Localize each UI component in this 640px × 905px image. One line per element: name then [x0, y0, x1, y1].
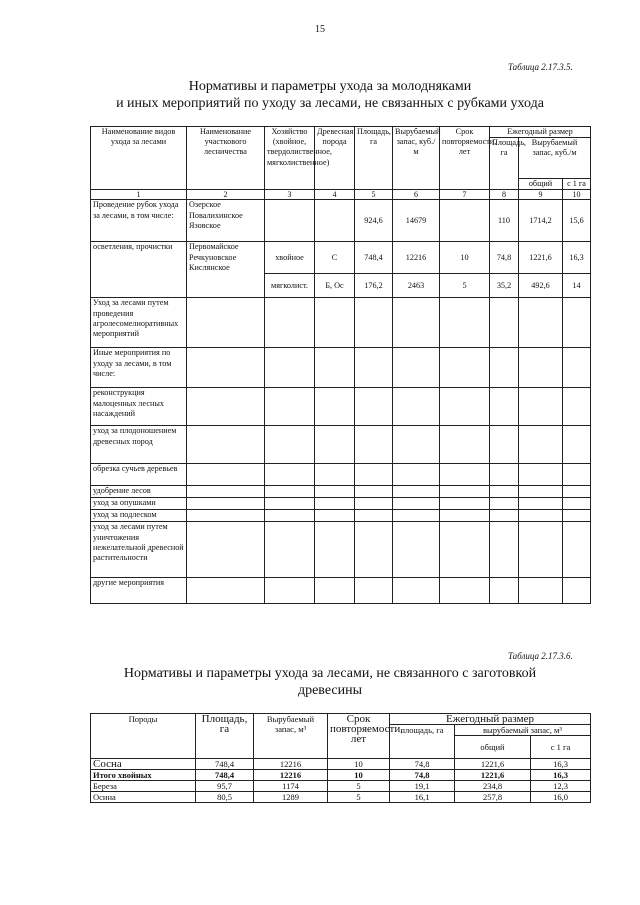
column-numbers-row [91, 190, 591, 200]
row-species [315, 498, 355, 510]
row-farm [265, 298, 315, 348]
column-number: 2 [187, 190, 265, 200]
row-volume: 2463 [393, 274, 440, 298]
header-per-ha: с 1 га [563, 179, 591, 190]
row-volume [393, 510, 440, 522]
row-forestry [187, 486, 265, 498]
row-a_area [490, 498, 519, 510]
row-a_area [490, 298, 519, 348]
row-a_per_ha [563, 348, 591, 388]
row-volume [393, 498, 440, 510]
row-species [315, 426, 355, 464]
row-a_total [519, 498, 563, 510]
t2-a_area: 74,8 [390, 770, 455, 781]
row-species [315, 486, 355, 498]
t2-volume: 1289 [254, 792, 328, 803]
table2-row [91, 792, 591, 803]
table1-row [91, 510, 591, 522]
row-volume [393, 348, 440, 388]
table1-label: Таблица 2.17.3.5. [508, 62, 573, 72]
t2-area: 748,4 [196, 759, 254, 770]
row-area: 924,6 [355, 200, 393, 242]
table1-title-line2: и иных мероприятий по уходу за лесами, не связанных с рубками ухода [116, 96, 544, 111]
row-a_area [490, 510, 519, 522]
table2-label: Таблица 2.17.3.6. [508, 651, 573, 661]
row-farm [265, 510, 315, 522]
row-species [315, 200, 355, 242]
row-forestry [187, 498, 265, 510]
page-number: 15 [315, 24, 325, 35]
t2-period: 10 [328, 770, 390, 781]
table2-title-line1: Нормативы и параметры ухода за лесами, не связанного с заготовкой [123, 666, 537, 681]
table2-row [91, 759, 591, 770]
row-species: Б, Ос [315, 274, 355, 298]
column-number: 5 [355, 190, 393, 200]
row-a_total [519, 578, 563, 604]
t2-header-per-ha: с 1 га [531, 736, 591, 759]
column-number: 10 [563, 190, 591, 200]
row-a_area [490, 486, 519, 498]
row-a_area [490, 426, 519, 464]
row-volume [393, 426, 440, 464]
row-a_per_ha [563, 388, 591, 426]
row-a_per_ha [563, 426, 591, 464]
t2-area: 80,5 [196, 792, 254, 803]
row-a_area [490, 388, 519, 426]
table2 [90, 713, 591, 803]
row-a_per_ha: 15,6 [563, 200, 591, 242]
t2-header-a-volume: вырубаемый запас, м³ [455, 725, 591, 736]
header-col1: Наименование видов ухода за лесами [91, 127, 187, 190]
row-volume: 14679 [393, 200, 440, 242]
row-forestry [187, 426, 265, 464]
row-period [440, 522, 490, 578]
row-volume [393, 578, 440, 604]
t2-header-period: Срок повторяемости, лет [328, 714, 390, 759]
table1-title [60, 78, 600, 112]
row-farm: мягколист. [265, 274, 315, 298]
row-period [440, 388, 490, 426]
row-farm: хвойное [265, 242, 315, 274]
column-number: 4 [315, 190, 355, 200]
row-a_per_ha [563, 578, 591, 604]
header-col3: Хозяйство (хвойное, твердолиственное, мягколиственное) [265, 127, 315, 190]
row-a_total [519, 298, 563, 348]
row-area [355, 486, 393, 498]
row-a_area [490, 522, 519, 578]
row-name: реконструкция малоценных лесных насаждений [91, 388, 187, 426]
header-col7: Срок повторяемости, лет [440, 127, 490, 190]
header-annual-area: Площадь, га [490, 138, 519, 190]
row-a_area [490, 578, 519, 604]
row-name: уход за опушками [91, 498, 187, 510]
column-number: 7 [440, 190, 490, 200]
header-col6: Вырубаемый запас, куб./м [393, 127, 440, 190]
t2-species: Береза [91, 781, 196, 792]
row-area [355, 464, 393, 486]
row-name: Проведение рубок ухода за лесами, в том числе: [91, 200, 187, 242]
row-period: 5 [440, 274, 490, 298]
header-col4: Древесная порода [315, 127, 355, 190]
row-a_per_ha [563, 486, 591, 498]
row-name: уход за плодоношением древесных пород [91, 426, 187, 464]
row-farm [265, 522, 315, 578]
t2-a_total: 257,8 [455, 792, 531, 803]
row-farm [265, 388, 315, 426]
table1 [90, 126, 591, 604]
row-a_area: 74,8 [490, 242, 519, 274]
t2-period: 5 [328, 792, 390, 803]
row-species [315, 522, 355, 578]
header-annual: Ежегодный размер [490, 127, 591, 138]
row-volume [393, 298, 440, 348]
table2-row [91, 781, 591, 792]
row-species [315, 348, 355, 388]
column-number: 3 [265, 190, 315, 200]
header-col5: Площадь, га [355, 127, 393, 190]
t2-a_per_ha: 16,0 [531, 792, 591, 803]
t2-a_per_ha: 12,3 [531, 781, 591, 792]
row-species [315, 510, 355, 522]
header-total: общий [519, 179, 563, 190]
table1-row [91, 522, 591, 578]
row-a_per_ha: 16,3 [563, 242, 591, 274]
row-farm [265, 486, 315, 498]
t2-species: Осина [91, 792, 196, 803]
row-farm [265, 464, 315, 486]
row-area [355, 388, 393, 426]
row-species [315, 298, 355, 348]
row-a_area: 35,2 [490, 274, 519, 298]
row-a_per_ha: 14 [563, 274, 591, 298]
row-area [355, 510, 393, 522]
row-name: Уход за лесами путем проведения агролесомелиоративных мероприятий [91, 298, 187, 348]
row-volume [393, 388, 440, 426]
column-number: 9 [519, 190, 563, 200]
t2-header-volume: Вырубаемый запас, м³ [254, 714, 328, 759]
row-area: 176,2 [355, 274, 393, 298]
row-period [440, 464, 490, 486]
row-area: 748,4 [355, 242, 393, 274]
row-a_area: 110 [490, 200, 519, 242]
row-a_total [519, 388, 563, 426]
row-forestry [187, 578, 265, 604]
row-a_total [519, 522, 563, 578]
row-a_total: 492,6 [519, 274, 563, 298]
row-farm [265, 498, 315, 510]
row-period [440, 426, 490, 464]
row-volume [393, 486, 440, 498]
t2-species: Итого хвойных [91, 770, 196, 781]
t2-a_area: 74,8 [390, 759, 455, 770]
row-period [440, 578, 490, 604]
row-a_total [519, 510, 563, 522]
row-a_total [519, 426, 563, 464]
t2-a_total: 1221,6 [455, 759, 531, 770]
row-volume: 12216 [393, 242, 440, 274]
column-number: 8 [490, 190, 519, 200]
table1-row [91, 242, 591, 274]
row-area [355, 522, 393, 578]
column-number: 1 [91, 190, 187, 200]
row-farm [265, 578, 315, 604]
row-a_area [490, 348, 519, 388]
row-species [315, 388, 355, 426]
row-name: уход за лесами путем уничтожения нежелательной древесной растительности [91, 522, 187, 578]
t2-a_per_ha: 16,3 [531, 770, 591, 781]
row-forestry [187, 298, 265, 348]
row-a_per_ha [563, 522, 591, 578]
t2-a_per_ha: 16,3 [531, 759, 591, 770]
table1-row [91, 578, 591, 604]
row-a_total [519, 464, 563, 486]
row-forestry [187, 464, 265, 486]
table2-title-line2: древесины [297, 683, 363, 698]
t2-a_total: 234,8 [455, 781, 531, 792]
row-species [315, 464, 355, 486]
row-a_total: 1714,2 [519, 200, 563, 242]
header-col2: Наименование участкового лесничества [187, 127, 265, 190]
header-annual-volume: Вырубаемый запас, куб./м [519, 138, 591, 179]
row-a_area [490, 464, 519, 486]
t2-volume: 12216 [254, 770, 328, 781]
table1-row [91, 200, 591, 242]
t2-header-total: общий [455, 736, 531, 759]
t2-period: 10 [328, 759, 390, 770]
row-forestry [187, 348, 265, 388]
t2-area: 95,7 [196, 781, 254, 792]
t2-a_total: 1221,6 [455, 770, 531, 781]
row-forestry [187, 388, 265, 426]
t2-a_area: 19,1 [390, 781, 455, 792]
t2-volume: 12216 [254, 759, 328, 770]
row-a_per_ha [563, 510, 591, 522]
row-a_total [519, 486, 563, 498]
row-farm [265, 348, 315, 388]
row-farm [265, 200, 315, 242]
row-species: С [315, 242, 355, 274]
table1-row [91, 498, 591, 510]
row-name: обрезка сучьев деревьев [91, 464, 187, 486]
row-forestry: Озерское Повалихинское Язовское [187, 200, 265, 242]
row-forestry [187, 522, 265, 578]
table1-row [91, 388, 591, 426]
row-area [355, 348, 393, 388]
row-a_per_ha [563, 464, 591, 486]
row-name: уход за подлеском [91, 510, 187, 522]
row-volume [393, 464, 440, 486]
t2-period: 5 [328, 781, 390, 792]
row-name: удобрение лесов [91, 486, 187, 498]
row-period [440, 498, 490, 510]
table1-row [91, 426, 591, 464]
column-number: 6 [393, 190, 440, 200]
row-name: другие мероприятия [91, 578, 187, 604]
table1-title-line1: Нормативы и параметры ухода за молодняками [188, 79, 472, 94]
table2-row [91, 770, 591, 781]
row-a_per_ha [563, 298, 591, 348]
row-area [355, 498, 393, 510]
row-forestry [187, 510, 265, 522]
table1-row [91, 298, 591, 348]
t2-species: Сосна [91, 759, 196, 770]
table1-row [91, 348, 591, 388]
row-name: осветления, прочистки [91, 242, 187, 298]
row-period [440, 200, 490, 242]
t2-area: 748,4 [196, 770, 254, 781]
row-farm [265, 426, 315, 464]
row-period [440, 348, 490, 388]
row-a_total [519, 348, 563, 388]
row-area [355, 298, 393, 348]
row-volume [393, 522, 440, 578]
t2-header-area: Площадь, га [196, 714, 254, 759]
row-period [440, 510, 490, 522]
row-area [355, 578, 393, 604]
row-species [315, 578, 355, 604]
t2-volume: 1174 [254, 781, 328, 792]
row-forestry: Первомайское Речкуновское Кислянское [187, 242, 265, 298]
table2-title [60, 665, 600, 699]
t2-header-a-area: площадь, га [390, 725, 455, 759]
row-a_total: 1221,6 [519, 242, 563, 274]
row-name: Иные мероприятия по уходу за лесами, в том числе: [91, 348, 187, 388]
t2-header-species: Породы [91, 714, 196, 759]
table1-row [91, 464, 591, 486]
row-a_per_ha [563, 498, 591, 510]
t2-header-annual: Ежегодный размер [390, 714, 591, 725]
table1-row [91, 486, 591, 498]
row-period: 10 [440, 242, 490, 274]
t2-a_area: 16,1 [390, 792, 455, 803]
row-area [355, 426, 393, 464]
row-period [440, 298, 490, 348]
row-period [440, 486, 490, 498]
